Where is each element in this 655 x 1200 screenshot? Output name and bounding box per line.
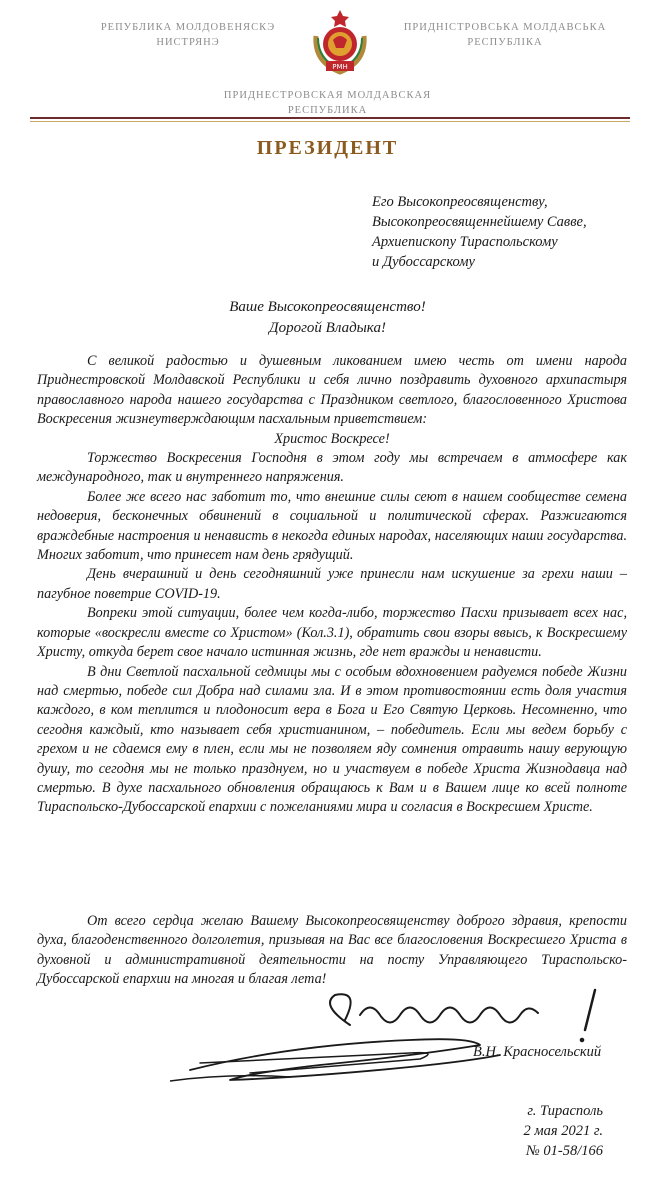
paragraph: День вчерашний и день сегодняшний уже принесли нам искушение за грехи наши – пагубное поветрие COVID-19. xyxy=(37,566,627,602)
header-divider xyxy=(30,117,630,119)
paragraph: Вопреки этой ситуации, более чем когда-либо, торжество Пасхи призывает всех нас, которые «воскресли вместе со Христом» (Кол.3.1), обратить свои взоры ввысь, к Воскресшему Христу, откуда берет свое начало истинная жизнь, где нет вражды и ненависти. xyxy=(37,605,627,661)
date: 2 мая 2021 г. xyxy=(523,1123,603,1139)
letter-body xyxy=(37,352,627,818)
addressee-block: Его Высокопреосвященству, Высокопреосвященнейшему Савве, Архиепископу Тираспольскому и Дубоссарскому xyxy=(372,194,587,270)
paragraph-exclamation: Христос Воскресе! xyxy=(274,430,390,447)
paragraph: С великой радостью и душевным ликованием имею честь от имени народа Приднестровской Молдавской Республики и себя лично поздравить духовного архипастыря православного народа нашего государства с Праздником светлого, благословенного Христова Воскресения жизнеутверждающим пасхальным приветствием: xyxy=(37,353,627,428)
page-title: ПРЕЗИДЕНТ xyxy=(256,137,399,159)
salutation: Ваше Высокопреосвященство! Дорогой Владыка! xyxy=(229,299,426,336)
paragraph: Торжество Воскресения Господня в этом году мы встречаем в атмосфере как международного, так и внутреннего напряжения. xyxy=(37,450,627,486)
letterhead-ukrainian: ПРИДНІСТРОВСЬКА МОЛДАВСЬКА РЕСПУБЛІКА xyxy=(403,22,607,48)
letterhead-moldovan: РЕПУБЛИКА МОЛДОВЕНЯСКЭ НИСТРЯНЭ xyxy=(100,22,276,48)
state-emblem-icon xyxy=(304,6,376,78)
handwritten-signature xyxy=(170,985,630,1095)
closing-wishes: От всего сердца желаю Вашему Высокопреосвященству доброго здравия, крепости духа, благоденственного долголетия, призывая на Вас все благословения Воскресшего Христа в духовной и административной деятельности на посту Управляющего Тираспольско-Дубоссарской епархии на многая и благая лета! xyxy=(37,913,627,988)
letterhead-russian: ПРИДНЕСТРОВСКАЯ МОЛДАВСКАЯ РЕСПУБЛИКА xyxy=(223,90,432,116)
paragraph: Более же всего нас заботит то, что внешние силы сеют в нашем сообществе семена недоверия, бесконечных обвинений в социальной и политической сферах. Разжигаются враждебные настроения и ненависть в некогда единых народах, населяющих наши государства. Многих заботит, что принесет нам день грядущий. xyxy=(37,488,627,564)
place-date-number xyxy=(503,1101,603,1161)
header-divider-accent xyxy=(30,121,630,122)
signer-name: В.Н. Красносельский xyxy=(473,1044,602,1060)
city: г. Тирасполь xyxy=(527,1103,603,1119)
document-number: № 01-58/166 xyxy=(526,1143,603,1159)
emblem-text: РМН xyxy=(332,63,348,71)
paragraph: В дни Светлой пасхальной седмицы мы с особым вдохновением радуемся победе Жизни над смертью, победе сил Добра над силами зла. И в этом противостоянии есть доля участия каждого, в ком теплится и плодоносит вера в Бога и Его Святую Церковь. Несомненно, что сегодня каждый, кто называет себя христианином, – победитель. Если мы ведем борьбу с грехом и не сдаемся ему в плен, если мы не позволяем яду сомнения отравить нашу верующую душу, то сегодня мы не только празднуем, но и участвуем в победе Христа Жизнодавца над смертью. В духе пасхального обновления обращаюсь к Вам и в Вашем лице ко всей полноте Тираспольско-Дубоссарской епархии с пожеланиями мира и согласия в Воскресшем Христе. xyxy=(37,663,627,816)
